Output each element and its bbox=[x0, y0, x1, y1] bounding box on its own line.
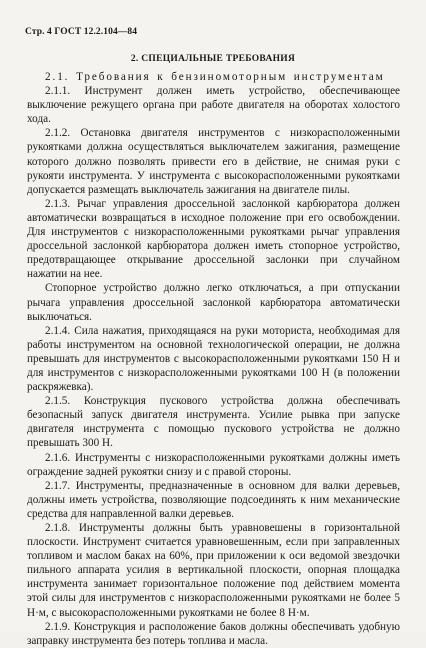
paragraph-2-1: 2.1. Требования к бензиномоторным инструментам bbox=[45, 71, 385, 83]
section-title: 2. СПЕЦИАЛЬНЫЕ ТРЕБОВАНИЯ bbox=[130, 54, 296, 64]
paragraph-2-1-7: 2.1.7. Инструменты, предназначенные в основном для валки деревьев, должны иметь устройства, позволяющие подсоединять к ним механические средства для направленной валки деревьев. bbox=[27, 479, 400, 520]
paragraph-2-1-5: 2.1.5. Конструкция пускового устройства должна обеспечивать безопасный запуск двигателя инструмента. Усилие рывка при запуске двигателя инструмента с помощью пускового устройства не должно превышать 300 Н. bbox=[27, 395, 400, 450]
paragraph-2-1-1: 2.1.1. Инструмент должен иметь устройство, обеспечивающее выключение режущего органа при работе двигателя на оборотах холостого хода. bbox=[27, 85, 400, 126]
paragraph-2-1-8: 2.1.8. Инструменты должны быть уравновешены в горизонтальной плоскости. Инструмент считается уравновешенным, если при заправленных топливом и маслом баках на 60%, при приложении к оси ведомой звездочки пильного аппарата усилия в вертикальной плоскости, опорная площадка инструмента занимает горизонтальное положение под действием момента этой силы для инструментов с низкорасположенными рукоятками не более 5 Н·м, с высокорасположенными рукоятками не более 8 Н·м. bbox=[27, 522, 400, 619]
paragraph-2-1-6: 2.1.6. Инструменты с низкорасположенными рукоятками должны иметь ограждение задней рукоятки снизу и с правой стороны. bbox=[27, 451, 400, 478]
paragraph-stopper: Стопорное устройство должно легко отключаться, а при отпускании рычага управления дроссельной заслонкой карбюратора автоматически выключаться. bbox=[27, 282, 400, 323]
paragraph-2-1-9: 2.1.9. Конструкция и расположение баков должны обеспечивать удобную заправку инструмента без потерь топлива и масла. bbox=[27, 620, 400, 647]
paragraph-2-1-3: 2.1.3. Рычаг управления дроссельной заслонкой карбюратора должен автоматически возвращаться в исходное положение при его освобождении. Для инструментов с низкорасположенными рукоятками рычаг управления дроссельной заслонкой карбюратора должен иметь стопорное устройство, предотвращающее открывание дроссельной заслонки при случайном нажатии на нее. bbox=[27, 197, 400, 281]
paragraph-2-1-2: 2.1.2. Остановка двигателя инструментов с низкорасположенными рукоятками должна осуществляться выключателем зажигания, размещение которого должно позволять привести его в действие, не снимая руки с рукояти инструмента. У инструмента с высокорасположенными рукоятками допускается размещать выключатель зажигания на двигателе пилы. bbox=[27, 127, 400, 196]
document-body bbox=[27, 70, 400, 648]
running-header: Стр. 4 ГОСТ 12.2.104—84 bbox=[25, 27, 138, 37]
paragraph-2-1-4: 2.1.4. Сила нажатия, приходящаяся на руки моториста, необходимая для работы инструментом на основной технологической операции, не должна превышать для инструментов с высокорасположенными рукоятками 150 Н и для инструментов с низкорасположенными рукоятками 100 Н (в положении раскряжевка). bbox=[27, 324, 400, 394]
